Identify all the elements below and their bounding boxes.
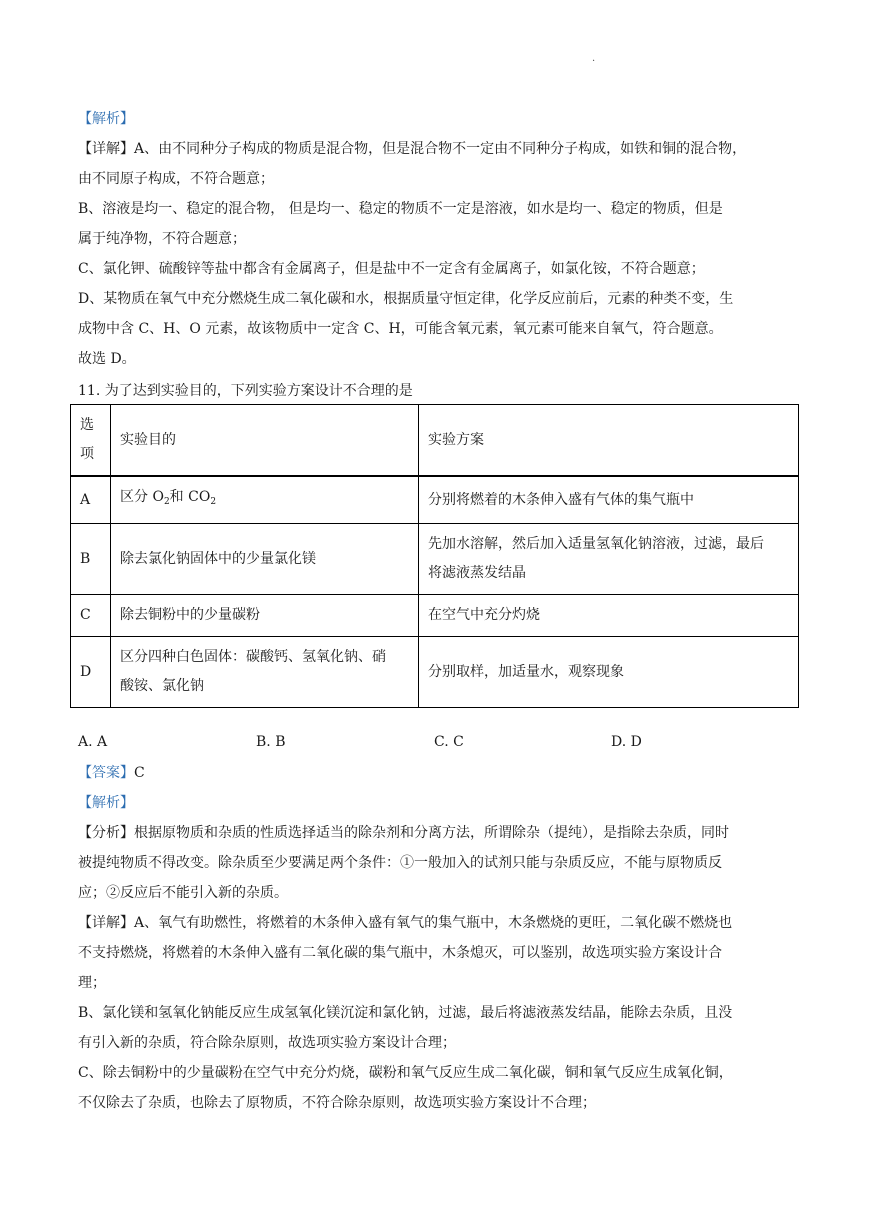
choice-d: D. D <box>611 734 642 750</box>
analysis-line: 【分析】根据原物质和杂质的性质选择适当的除杂剂和分离方法，所谓除杂（提纯），是指除去杂质，同时 <box>78 825 729 841</box>
answer-value: C <box>134 765 145 781</box>
analysis-line: 应；②反应后不能引入新的杂质。 <box>78 885 288 901</box>
detail-line: 【详解】A、由不同种分子构成的物质是混合物，但是混合物不一定由不同种分子构成，如铁和铜的混合物， <box>78 141 747 157</box>
detail-line: D、某物质在氧气中充分燃烧生成二氧化碳和水，根据质量守恒定律，化学反应前后，元素的种类不变，生 <box>78 291 734 307</box>
row-plan: 分别取样，加适量水，观察现象 <box>419 637 799 708</box>
row-plan: 在空气中充分灼烧 <box>419 595 799 637</box>
row-plan <box>419 524 799 595</box>
choice-b: B. B <box>256 734 286 750</box>
purpose-line: 区分四种白色固体：碳酸钙、氢氧化钠、硝 <box>120 649 386 665</box>
header-option-line: 项 <box>80 446 94 462</box>
header-option <box>71 405 111 477</box>
row-option: B <box>71 524 111 595</box>
q11-explanation <box>78 758 796 1118</box>
answer-label: 【答案】 <box>78 765 134 781</box>
detail-line: 不仅除去了杂质，也除去了原物质，不符合除杂原则，故选项实验方案设计不合理； <box>78 1095 596 1111</box>
detail-line: C、除去铜粉中的少量碳粉在空气中充分灼烧，碳粉和氧气反应生成二氧化碳，铜和氧气反应生成氧化铜， <box>78 1065 733 1081</box>
purpose-text: 和 CO <box>169 489 211 505</box>
detail-line: B、氯化镁和氢氧化钠能反应生成氢氧化镁沉淀和氯化钠，过滤，最后将滤液蒸发结晶，能除去杂质，且没 <box>78 1005 733 1021</box>
choice-a: A. A <box>78 734 108 750</box>
page-dot: · <box>592 56 596 67</box>
row-option: C <box>71 595 111 637</box>
answer-choices <box>78 730 796 754</box>
row-purpose <box>111 476 419 524</box>
purpose-text: 区分 O <box>120 489 164 505</box>
detail-line: C、氯化钾、硫酸锌等盐中都含有金属离子，但是盐中不一定含有金属离子，如氯化铵，不符合题意； <box>78 261 705 277</box>
question-11-title: 11. 为了达到实验目的，下列实验方案设计不合理的是 <box>78 383 413 399</box>
detail-line: B、溶液是均一、稳定的混合物， 但是均一、稳定的物质不一定是溶液，如水是均一、稳定的物质，但是 <box>78 201 723 217</box>
plan-line: 将滤液蒸发结晶 <box>428 565 526 581</box>
detail-line: 由不同原子构成，不符合题意； <box>78 171 274 187</box>
choice-c: C. C <box>434 734 464 750</box>
subscript: 2 <box>163 497 170 507</box>
table-header-row <box>71 405 799 477</box>
table-row <box>71 637 799 708</box>
detail-line: 【详解】A、氧气有助燃性，将燃着的木条伸入盛有氧气的集气瓶中，木条燃烧的更旺，二氧化碳不燃烧也 <box>78 915 733 931</box>
header-purpose: 实验目的 <box>111 405 419 477</box>
analysis-label: 【解析】 <box>78 795 134 811</box>
header-plan: 实验方案 <box>419 405 799 477</box>
options-table <box>70 404 799 708</box>
detail-line: 成物中含 C、H、O 元素，故该物质中一定含 C、H，可能含氧元素，氧元素可能来自氧气，符合题意。 <box>78 321 723 337</box>
row-purpose <box>111 637 419 708</box>
row-option: D <box>71 637 111 708</box>
subscript: 2 <box>210 497 217 507</box>
answer-line <box>78 758 796 788</box>
row-purpose: 除去铜粉中的少量碳粉 <box>111 595 419 637</box>
table-row <box>71 476 799 524</box>
plan-line: 先加水溶解，然后加入适量氢氧化钠溶液，过滤，最后 <box>428 536 764 552</box>
row-plan: 分别将燃着的木条伸入盛有气体的集气瓶中 <box>419 476 799 524</box>
detail-line: 故选 D。 <box>78 351 136 367</box>
analysis-line: 被提纯物质不得改变。除杂质至少要满足两个条件：①一般加入的试剂只能与杂质反应，不能与原物质反 <box>78 855 722 871</box>
q10-explanation <box>78 104 796 406</box>
detail-line: 有引入新的杂质，符合除杂原则，故选项实验方案设计合理； <box>78 1035 456 1051</box>
detail-line: 理； <box>78 975 106 991</box>
header-option-line: 选 <box>80 417 94 433</box>
row-purpose: 除去氯化钠固体中的少量氯化镁 <box>111 524 419 595</box>
row-option: A <box>71 476 111 524</box>
purpose-line: 酸铵、氯化钠 <box>120 678 204 694</box>
detail-line: 不支持燃烧，将燃着的木条伸入盛有二氧化碳的集气瓶中，木条熄灭，可以鉴别，故选项实验方案设计合 <box>78 945 722 961</box>
detail-line: 属于纯净物，不符合题意； <box>78 231 246 247</box>
analysis-label: 【解析】 <box>78 111 134 127</box>
table-row <box>71 524 799 595</box>
table-row <box>71 595 799 637</box>
